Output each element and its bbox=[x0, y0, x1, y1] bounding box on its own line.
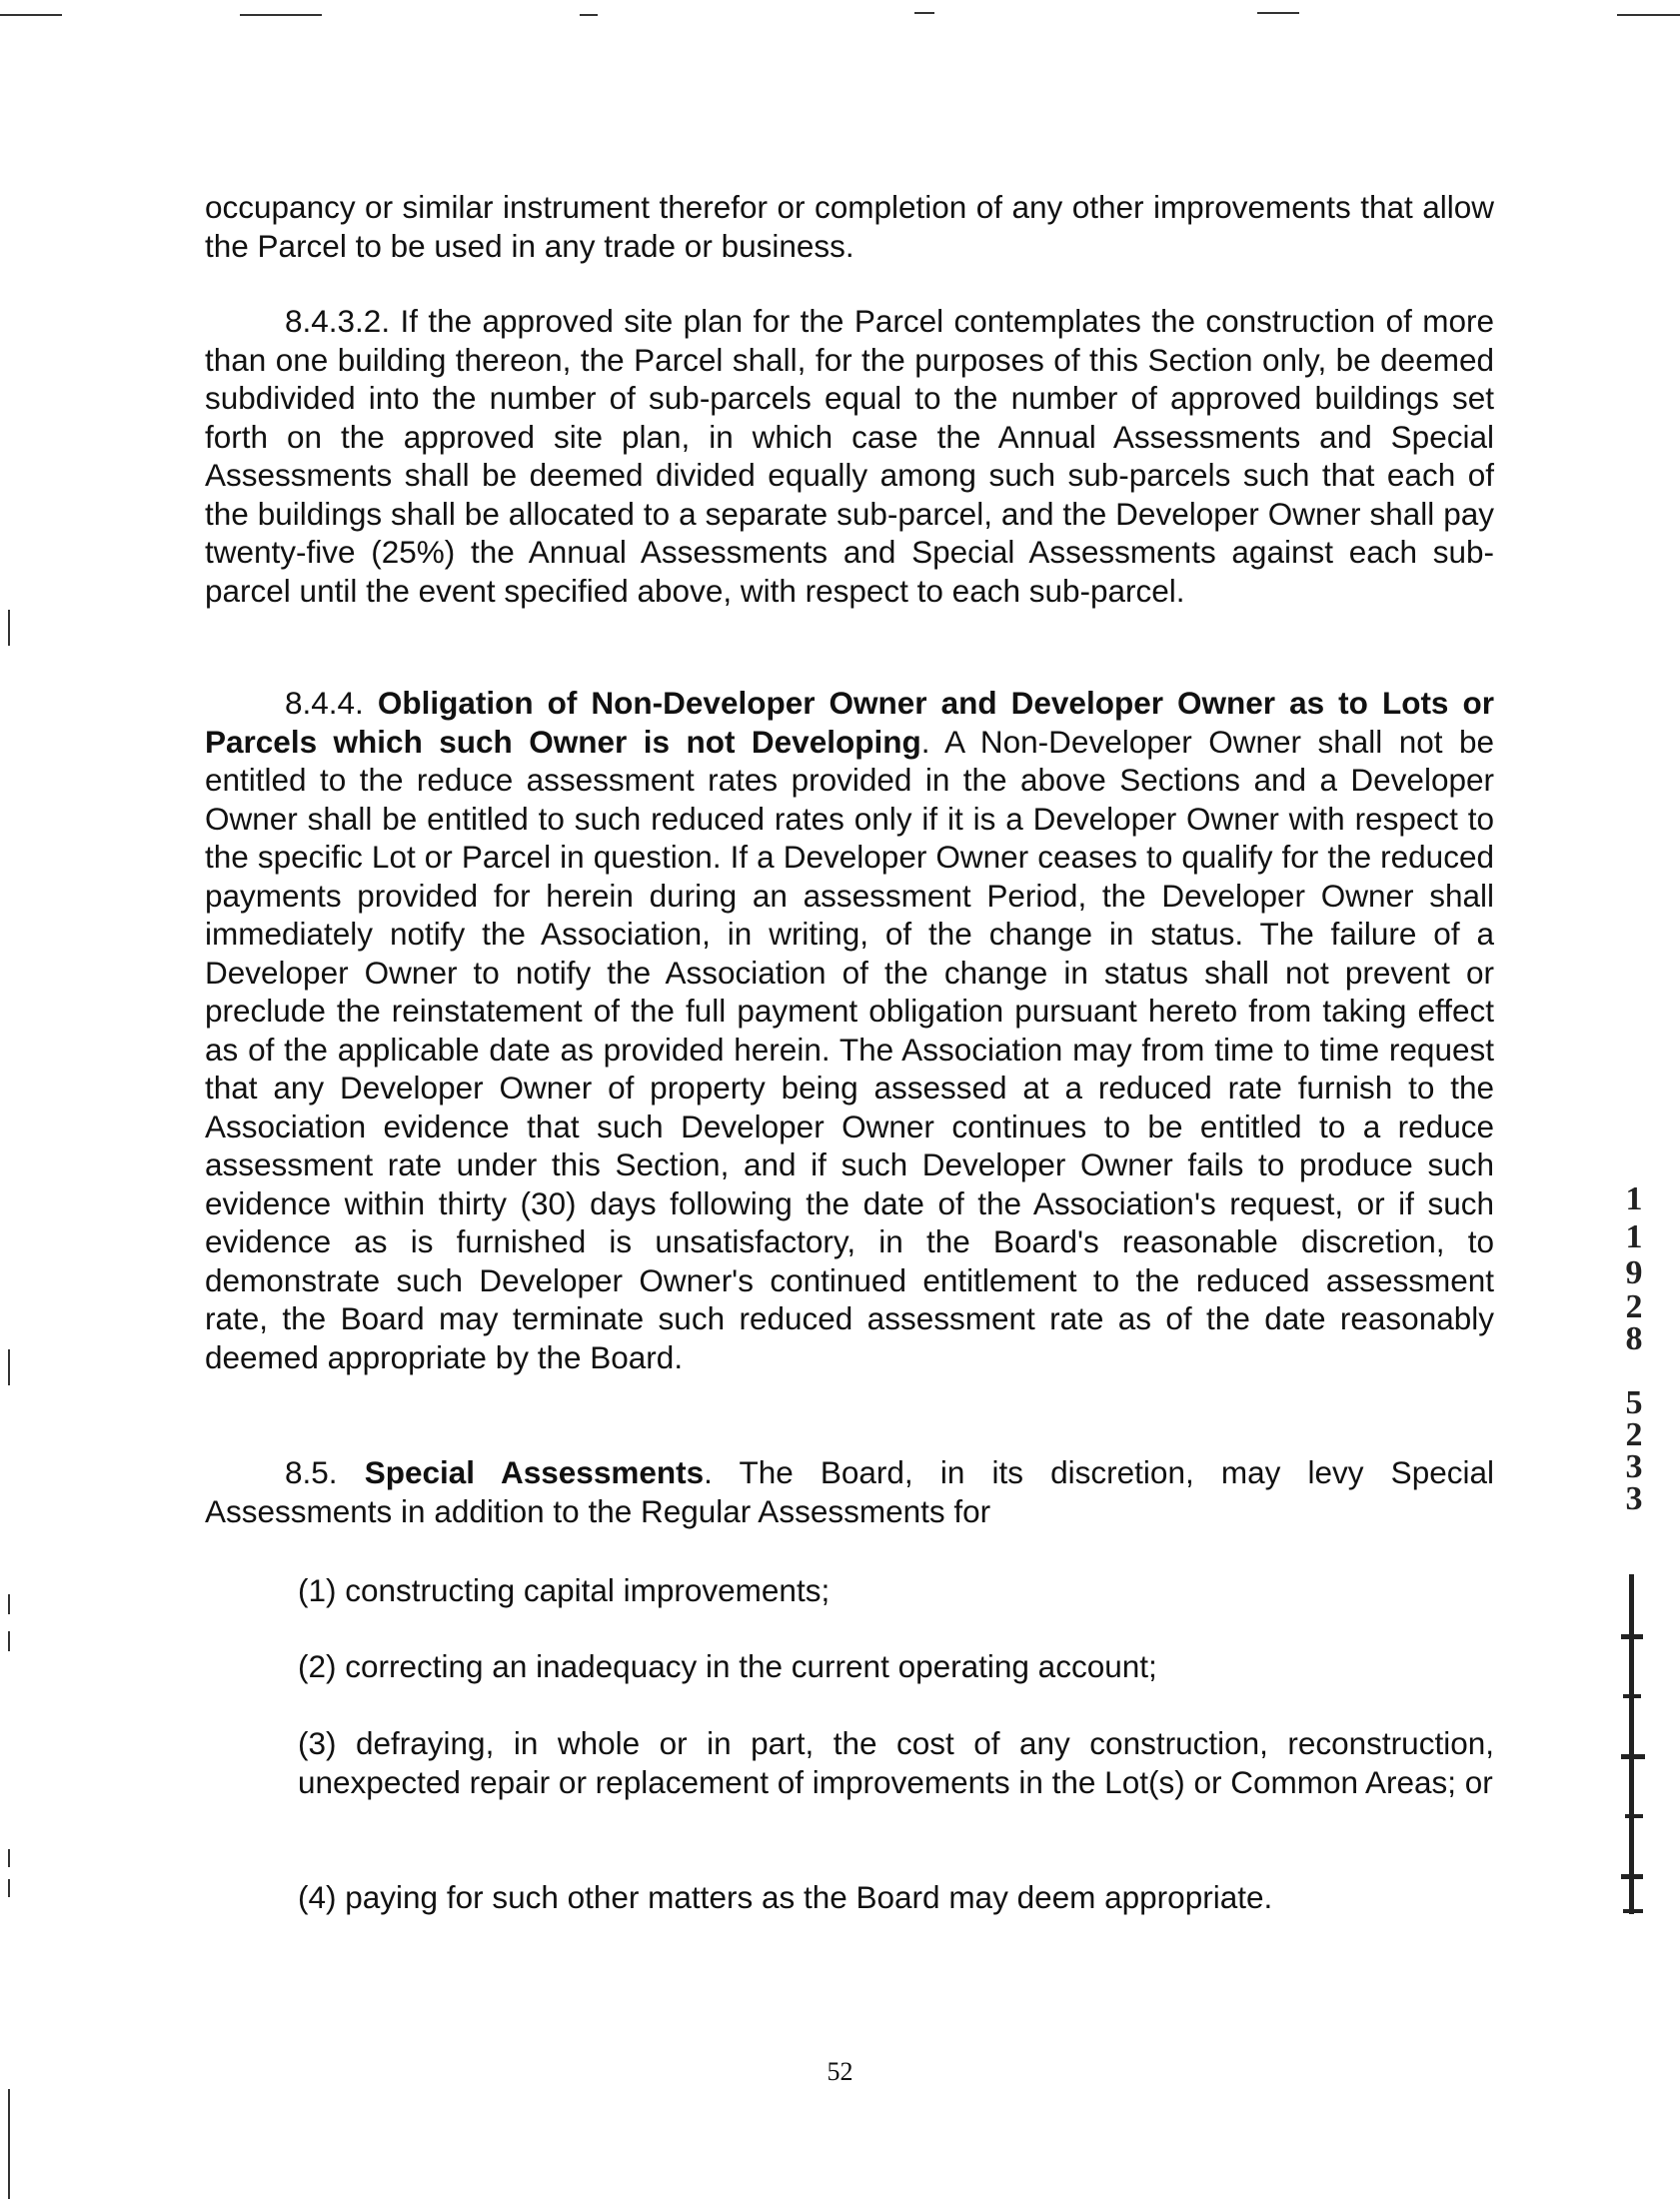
barcode-icon bbox=[1619, 1574, 1659, 1914]
section-number: 8.4.4. bbox=[285, 685, 364, 721]
scan-artifact bbox=[1257, 12, 1299, 14]
scan-artifact bbox=[1617, 14, 1680, 16]
list-item: (4) paying for such other matters as the Board may deem appropriate. bbox=[298, 1879, 1273, 1915]
page-number: 52 bbox=[827, 2057, 853, 2086]
scan-artifact bbox=[8, 610, 10, 646]
recording-stamp-digit: 5 bbox=[1625, 1384, 1643, 1421]
recording-stamp-digit: 3 bbox=[1625, 1448, 1643, 1485]
recording-stamp-digit: 2 bbox=[1625, 1288, 1643, 1325]
paragraph-8-5 bbox=[205, 1453, 1494, 1530]
scan-artifact bbox=[8, 1349, 10, 1385]
scan-artifact bbox=[240, 14, 322, 16]
recording-stamp-digit: 1 bbox=[1625, 1180, 1643, 1217]
paragraph-8-4-4 bbox=[205, 684, 1494, 1376]
paragraph-8-4-3-2-text: 8.4.3.2. If the approved site plan for the Parcel contemplates the construction of more than one building thereon, the Parcel shall, for the purposes of this Section only, be deemed subdivided into the number of sub-parcels equal to the number of approved buildings set forth on the approved site plan, in which case the Annual Assessments and Special Assessments shall be deemed divided equally among such sub-parcels such that each of the buildings shall be allocated to a separate sub-parcel, and the Developer Owner shall pay twenty-five (25%) the Annual Assessments and Special Assessments against each sub-parcel until the event specified above, with respect to each sub-parcel. bbox=[205, 303, 1494, 609]
scan-artifact bbox=[8, 2089, 10, 2199]
recording-stamp-digit: 3 bbox=[1625, 1480, 1643, 1517]
scan-artifact bbox=[8, 1594, 10, 1614]
scan-artifact bbox=[8, 1631, 10, 1651]
section-body: . A Non-Developer Owner shall not be entitled to the reduce assessment rates provided in the above Sections and a Developer Owner shall be entitled to such reduced rates only if it is a Developer Owner with respect to the specific Lot or Parcel in question. If a Developer Owner ceases to qualify for the reduced payments provided for herein during an assessment Period, the Developer Owner shall immediately notify the Association, in writing, of the change in status. The failure of a Developer Owner to notify the Association of the change in status shall not prevent or preclude the reinstatement of the full payment obligation pursuant hereto from taking effect as of the applicable date as provided herein. The Association may from time to time request that any Developer Owner of property being assessed at a reduced rate furnish to the Association evidence that such Developer Owner continues to be entitled to a reduce assessment rate under this Section, and if such Developer Owner fails to produce such evidence within thirty (30) days following the date of the Association's request, or if such evidence as is furnished is unsatisfactory, in the Board's reasonable discretion, to demonstrate such Developer Owner's continued entitlement to the reduced assessment rate, the Board may terminate such reduced assessment rate as of the date reasonably deemed appropriate by the Board. bbox=[205, 723, 1494, 1375]
scan-artifact bbox=[8, 1849, 10, 1867]
scan-artifact bbox=[914, 12, 934, 14]
list-item: (1) constructing capital improvements; bbox=[298, 1572, 831, 1608]
recording-stamp-digit: 1 bbox=[1625, 1218, 1643, 1255]
section-heading: Special Assessments bbox=[364, 1454, 705, 1490]
list-item: (3) defraying, in whole or in part, the cost of any construction, reconstruction, unexpected repair or replacement of improvements in the Lot(s) or Common Areas; or bbox=[298, 1725, 1494, 1800]
paragraph-8-4-3-2 bbox=[205, 302, 1494, 610]
scan-artifact bbox=[0, 14, 62, 16]
section-body: . The Board, in its discretion, may levy Special Assessments in addition to the Regular Assessments for bbox=[205, 1454, 1494, 1529]
paragraph-continuation: occupancy or similar instrument therefor or completion of any other improvements that allow the Parcel to be used in any trade or business. bbox=[205, 189, 1494, 264]
section-number: 8.5. bbox=[285, 1454, 338, 1490]
scan-artifact bbox=[580, 14, 598, 16]
recording-stamp-digit: 8 bbox=[1625, 1320, 1643, 1357]
list-item: (2) correcting an inadequacy in the current operating account; bbox=[298, 1648, 1157, 1684]
recording-stamp-digit: 2 bbox=[1625, 1416, 1643, 1453]
scan-artifact bbox=[8, 1879, 10, 1897]
section-heading: Obligation of Non-Developer Owner and Developer Owner as to Lots or Parcels which such Owner is not Developing bbox=[205, 685, 1494, 760]
recording-stamp-digit: 9 bbox=[1625, 1254, 1643, 1291]
